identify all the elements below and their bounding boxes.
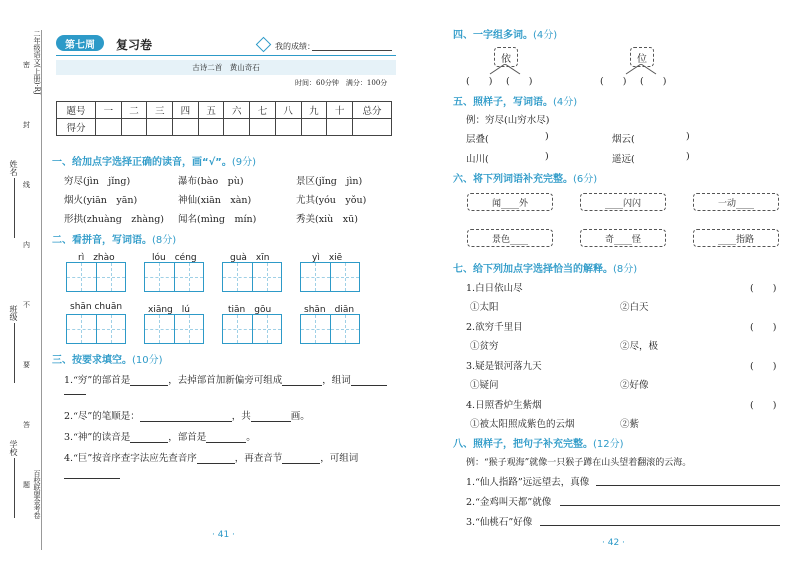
pinyin-label: guà xīn (230, 253, 270, 263)
question-text: 2.“尽”的笔顺是： (64, 411, 140, 422)
answer-blank[interactable] (197, 454, 235, 464)
answer-paren[interactable]: ( ) (750, 322, 777, 333)
section1-points: (9分) (231, 157, 256, 168)
pinyin-label: lóu céng (152, 253, 197, 263)
word-answer-field[interactable] (500, 131, 540, 143)
cut-word: 线 (23, 181, 30, 189)
my-score-field[interactable] (312, 50, 392, 51)
question-text: ，组词 (322, 375, 351, 386)
cut-word: 要 (23, 361, 30, 369)
section6-points: (6分) (573, 174, 598, 185)
pronunciation-item[interactable]: 形拱(zhuàng zhàng) (64, 214, 165, 225)
score-table (56, 101, 392, 136)
meaning-question: 1.白日依山尽 (466, 283, 523, 294)
week-badge: 第七周 (56, 35, 104, 51)
answer-blank[interactable] (206, 433, 246, 443)
diamond-icon (256, 37, 272, 53)
cut-word: 答 (23, 421, 30, 429)
writing-grid[interactable] (144, 314, 204, 344)
cut-word: 封 (23, 121, 30, 129)
question-text: ，部首是 (168, 432, 207, 443)
table-cell: 三 (147, 102, 173, 119)
score-input-cell[interactable] (224, 119, 250, 136)
section3-heading (52, 351, 163, 366)
header-rule (56, 55, 396, 56)
page-number-left: · 41 · (212, 530, 235, 540)
table-cell: 二 (121, 102, 147, 119)
table-cell: 一 (96, 102, 122, 119)
fill-question-2 (64, 408, 310, 422)
answer-paren[interactable]: ( ) (750, 283, 777, 294)
pronunciation-item[interactable]: 尤其(yóu yǒu) (296, 195, 367, 206)
meaning-option-a[interactable]: ①疑问 (470, 380, 499, 391)
pinyin-label: xiāng lú (148, 305, 190, 315)
score-input-cell[interactable] (301, 119, 327, 136)
table-row (57, 102, 392, 119)
lesson-subtitle: 古诗二首 黄山奇石 (56, 60, 396, 75)
page-title: 复习卷 (116, 38, 153, 52)
table-cell: 得分 (57, 119, 96, 136)
section6-title: 六、将下列词语补充完整。 (453, 174, 573, 185)
word-close: ) (686, 151, 690, 162)
question-text: 3.“神”的读音是 (64, 432, 131, 443)
name-label: 姓名 (9, 160, 18, 176)
section4-heading (453, 26, 557, 41)
word-answer-field[interactable] (645, 151, 685, 163)
section5-points: (4分) (553, 97, 578, 108)
name-field[interactable] (14, 178, 15, 238)
answer-blank[interactable] (282, 376, 322, 386)
meaning-option-b[interactable]: ②紫 (620, 419, 640, 430)
pronunciation-item[interactable]: 景区(jǐng jìn) (296, 176, 363, 187)
score-label: 我的成绩： (275, 42, 315, 51)
score-input-cell[interactable] (275, 119, 301, 136)
answer-blank[interactable] (251, 412, 291, 422)
writing-grid[interactable] (66, 262, 126, 292)
table-cell: 十 (327, 102, 353, 119)
answer-paren[interactable]: ( ) (750, 361, 777, 372)
sentence-prompt: 2.“金鸡叫天都”就像 (466, 497, 552, 508)
section1-title: 一、给加点字选择正确的读音，画“√”。 (52, 157, 232, 168)
word-blank[interactable]: ( ) (640, 76, 667, 87)
section2-points: (8分) (152, 235, 177, 246)
char-box-yi: 依 (494, 47, 518, 67)
section4-title: 四、一字组多词。 (453, 30, 533, 41)
question-text: ，共 (231, 411, 251, 422)
section1-heading (52, 153, 256, 168)
score-input-cell[interactable] (327, 119, 353, 136)
sentence-prompt: 3.“仙桃石”好像 (466, 517, 533, 528)
idiom-box[interactable]: 奇____怪 (580, 229, 666, 247)
question-text: ，再查音节 (234, 453, 283, 464)
class-label: 班级 (9, 305, 18, 321)
meaning-option-a[interactable]: ①被太阳照成紫色的云烟 (470, 419, 575, 430)
table-cell: 九 (301, 102, 327, 119)
table-cell: 八 (275, 102, 301, 119)
writing-grid[interactable] (300, 262, 360, 292)
idiom-box[interactable]: 景色____ (467, 229, 553, 247)
idiom-box[interactable]: ____指路 (693, 229, 779, 247)
idiom-box[interactable]: 闻____外 (467, 193, 553, 211)
writing-grid[interactable] (222, 314, 282, 344)
section4-points: (4分) (533, 30, 558, 41)
idiom-box[interactable]: 一动____ (693, 193, 779, 211)
meaning-option-b[interactable]: ②好像 (620, 380, 649, 391)
table-cell: 题号 (57, 102, 96, 119)
pronunciation-item[interactable]: 秀美(xiù xū) (296, 214, 358, 225)
char-box-wei: 位 (630, 47, 654, 67)
class-field[interactable] (14, 323, 15, 383)
table-row (57, 119, 392, 136)
word-prompt: 遥远( (612, 154, 635, 165)
section8-example: 例：“猴子观海”就像一只猴子蹲在山头望着翻滚的云海。 (466, 458, 692, 468)
question-text: 画。 (290, 411, 310, 422)
cut-word: 不 (23, 301, 30, 309)
answer-blank[interactable] (64, 394, 86, 395)
section8-title: 八、照样子，把句子补充完整。 (453, 439, 593, 450)
question-text: 。 (246, 432, 256, 443)
table-cell: 五 (198, 102, 224, 119)
question-text: 1.“穷”的部首是 (64, 375, 131, 386)
pronunciation-item[interactable]: 烟火(yiān yān) (64, 195, 138, 206)
answer-blank[interactable] (351, 376, 387, 386)
meaning-option-a[interactable]: ①贫穷 (470, 341, 499, 352)
meaning-option-b[interactable]: ②尽，极 (620, 341, 659, 352)
fill-question-1 (64, 372, 387, 386)
score-input-cell[interactable] (173, 119, 199, 136)
section3-title: 三、按要求填空。 (52, 355, 132, 366)
pronunciation-item[interactable]: 穷尽(jìn jǐng) (64, 176, 131, 187)
section5-example: 例：穷尽(山穷水尽) (466, 115, 550, 126)
answer-blank[interactable] (140, 412, 232, 422)
score-input-cell[interactable] (96, 119, 122, 136)
word-blank[interactable]: ( ) (506, 76, 533, 87)
section8-points: (12分) (593, 439, 624, 450)
writing-grid[interactable] (222, 262, 282, 292)
section8-heading (453, 435, 624, 450)
idiom-box[interactable]: ____闪闪 (580, 193, 666, 211)
pinyin-label: shān diān (304, 305, 355, 315)
time-info: 时间：60分钟 满分：100分 (295, 79, 388, 87)
score-input-cell[interactable] (147, 119, 173, 136)
section3-points: (10分) (132, 355, 163, 366)
pronunciation-item[interactable]: 闻名(mìng mín) (178, 214, 257, 225)
pinyin-label: shān chuān (70, 302, 123, 312)
pronunciation-item[interactable]: 瀑布(bào pù) (178, 176, 244, 187)
meaning-question: 2.欲穷千里目 (466, 322, 523, 333)
answer-paren[interactable]: ( ) (750, 400, 777, 411)
question-text: 4.“巨”按音序查字法应先查音序 (64, 453, 197, 464)
writing-grid[interactable] (66, 314, 126, 344)
writing-grid[interactable] (144, 262, 204, 292)
answer-blank[interactable] (130, 433, 168, 443)
table-cell: 六 (224, 102, 250, 119)
word-prompt: 层叠( (466, 134, 489, 145)
sentence-answer-line[interactable] (596, 485, 780, 486)
section6-heading (453, 170, 597, 185)
word-close: ) (545, 131, 549, 142)
answer-blank[interactable] (64, 478, 120, 479)
word-answer-field[interactable] (645, 131, 685, 143)
cut-word: 题 (23, 481, 30, 489)
table-cell: 七 (250, 102, 276, 119)
section2-title: 二、看拼音，写词语。 (52, 235, 152, 246)
word-blank[interactable]: ( ) (466, 76, 493, 87)
word-close: ) (545, 151, 549, 162)
table-cell: 总分 (353, 102, 392, 119)
fill-question-4 (64, 450, 358, 464)
answer-blank[interactable] (130, 376, 168, 386)
word-answer-field[interactable] (500, 151, 540, 163)
score-input-cell[interactable] (250, 119, 276, 136)
grade-book-vertical-text: 二年级语文(上册)·RJ (33, 30, 41, 95)
cut-word: 密 (23, 61, 30, 69)
score-input-cell[interactable] (353, 119, 392, 136)
section5-title: 五、照样子，写词语。 (453, 97, 553, 108)
pronunciation-item[interactable]: 神仙(xiān xàn) (178, 195, 252, 206)
meaning-option-a[interactable]: ①太阳 (470, 302, 499, 313)
table-cell: 四 (173, 102, 199, 119)
sentence-prompt: 1.“仙人指路”远远望去，真像 (466, 477, 590, 488)
section5-heading (453, 93, 577, 108)
pinyin-label: yì xiē (312, 253, 343, 263)
section7-points: (8分) (613, 264, 638, 275)
school-label: 学校 (9, 440, 18, 456)
question-text: ，去掉部首加新偏旁可组成 (168, 375, 283, 386)
school-field[interactable] (14, 458, 15, 518)
pinyin-label: tiān gōu (228, 305, 272, 315)
word-blank[interactable]: ( ) (600, 76, 627, 87)
meaning-question: 3.疑是银河落九天 (466, 361, 542, 372)
answer-blank[interactable] (282, 454, 320, 464)
cut-word: 内 (23, 241, 30, 249)
page-number-right: · 42 · (602, 538, 625, 548)
question-text: ，可组词 (320, 453, 359, 464)
sentence-answer-line[interactable] (560, 505, 780, 506)
word-prompt: 山川( (466, 154, 489, 165)
section7-heading (453, 260, 637, 275)
meaning-option-b[interactable]: ②白天 (620, 302, 649, 313)
publisher-vertical-text: 百校联盟金考卷 (33, 470, 41, 519)
fill-question-3 (64, 429, 256, 443)
section2-heading (52, 231, 176, 246)
score-input-cell[interactable] (198, 119, 224, 136)
writing-grid[interactable] (300, 314, 360, 344)
sentence-answer-line[interactable] (540, 525, 780, 526)
pinyin-label: rì zhào (78, 253, 115, 263)
meaning-question: 4.日照香炉生紫烟 (466, 400, 542, 411)
score-input-cell[interactable] (121, 119, 147, 136)
word-close: ) (686, 131, 690, 142)
section7-title: 七、给下列加点字选择恰当的解释。 (453, 264, 613, 275)
word-prompt: 烟云( (612, 134, 635, 145)
